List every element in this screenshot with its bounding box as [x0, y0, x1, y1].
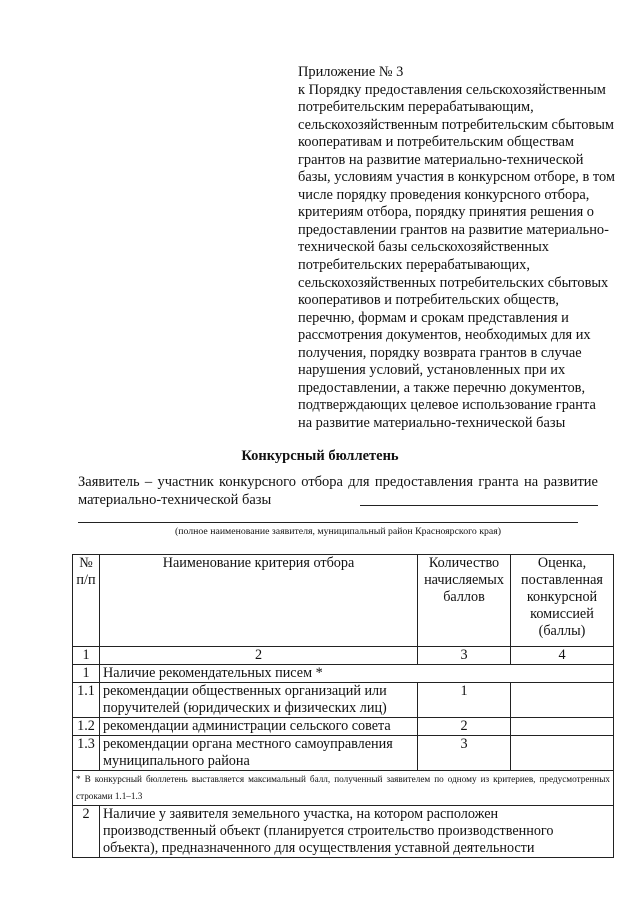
row-num: 1.3 [73, 736, 100, 771]
row-criterion: рекомендации администрации сельского совета [100, 718, 418, 736]
col-number: 1 [73, 647, 100, 665]
row-num: 1.2 [73, 718, 100, 736]
table-row [73, 665, 614, 683]
row-criterion: рекомендации органа местного самоуправления муниципального района [100, 736, 418, 771]
appendix-header: Приложение № 3 к Порядку предоставления сельскохозяйственным потребительским перерабатывающим, сельскохозяйственным потребительским сбытовым кооперативам и потребительским обществам грантов на развитие материально-технической базы, условиям участия в конкурсном отборе, в том числе порядку проведения конкурсного отбора, критериям отбора, порядку принятия решения о предоставлении грантов на развитие материально- технической базы сельскохозяйственных потребительских перерабатывающих, сельскохозяйственных потребительских сбытовых кооперативов и потребительских обществ, перечню, формам и срокам представления и рассмотрения документов, необходимых для их получения, порядку возврата грантов в случае нарушения условий, установленных при их предоставлении, а также перечню документов, подтверждающих целевое использование гранта на развитие материально-технической базы [298, 64, 616, 431]
row-criterion: Наличие рекомендательных писем * [100, 665, 614, 683]
col-number: 4 [511, 647, 614, 665]
header-criterion: Наименование критерия отбора [100, 555, 418, 647]
row-score [511, 718, 614, 736]
row-points: 2 [418, 718, 511, 736]
header-num: № п/п [73, 555, 100, 647]
applicant-line: Заявитель – участник конкурсного отбора для предоставления гранта на развитие материально-технической базы [78, 474, 598, 508]
row-num: 1.1 [73, 683, 100, 718]
column-number-row [73, 647, 614, 665]
table-footnote: * В конкурсный бюллетень выставляется максимальный балл, полученный заявителем по одному из критериев, предусмотренных строками 1.1–1.3 [73, 771, 614, 806]
footnote-row [73, 771, 614, 806]
table-row [73, 683, 614, 718]
table-row [73, 736, 614, 771]
row-num: 1 [73, 665, 100, 683]
row-points: 1 [418, 683, 511, 718]
row-num: 2 [73, 806, 100, 858]
table-row [73, 806, 614, 858]
row-criterion: Наличие у заявителя земельного участка, на котором расположен производственный объект (планируется строительство производственного объекта), предназначенного для осуществления уставной деятельности [100, 806, 614, 858]
table-row [73, 718, 614, 736]
ballot-title: Конкурсный бюллетень [241, 448, 399, 464]
row-score [511, 683, 614, 718]
row-score [511, 736, 614, 771]
col-number: 3 [418, 647, 511, 665]
col-number: 2 [100, 647, 418, 665]
applicant-name-blank [360, 505, 598, 506]
header-points: Количество начисляемых баллов [418, 555, 511, 647]
criteria-table [72, 554, 614, 858]
applicant-hint: (полное наименование заявителя, муниципальный район Красноярского края) [175, 526, 501, 537]
table-header-row [73, 555, 614, 647]
row-points: 3 [418, 736, 511, 771]
header-score: Оценка, поставленная конкурсной комиссией (баллы) [511, 555, 614, 647]
applicant-name-blank-2 [78, 522, 578, 523]
row-criterion: рекомендации общественных организаций или поручителей (юридических и физических лиц) [100, 683, 418, 718]
